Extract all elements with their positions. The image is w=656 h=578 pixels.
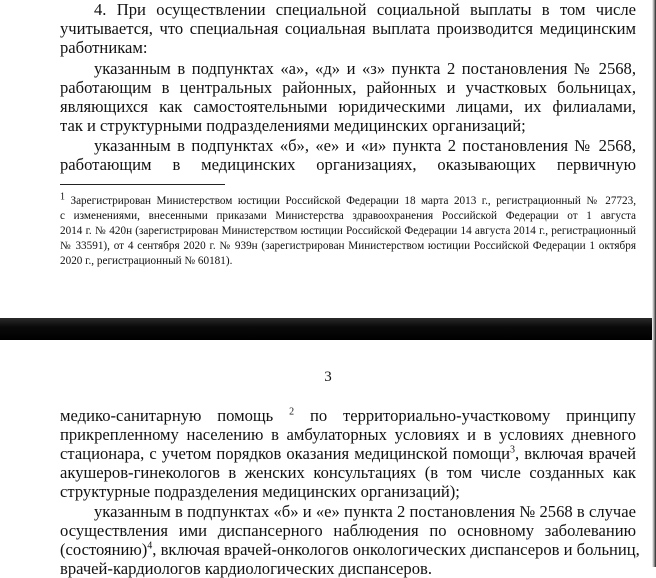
line-8-text-b: , включая врачей-онкологов онкологических диспансеров и больниц, [152,540,640,559]
item-a-line-2: работающим в центральных районных, районных и участковых больницах, [60,78,636,97]
continuation-line-4: акушеров-гинекологов в женских консультациях (в том числе созданных как [60,463,636,482]
item-be-line-2: осуществления ими диспансерного наблюдения по основному заболеванию [60,521,636,540]
item-a-line-1: указанным в подпунктах «а», «д» и «з» пункта 2 постановления № 2568, [94,59,636,78]
item-be-line-4: врачей-кардиологов кардиологических диспансеров. [60,559,432,578]
footnote-ref-2: 2 [289,406,295,418]
item-b-line-2: работающим в медицинских организациях, оказывающих первичную [60,155,636,174]
item-a-line-3: являющихся как самостоятельными юридическими лицами, их филиалами, [60,97,636,116]
footnote-ref-3: 3 [510,444,515,456]
continuation-line-3 [60,444,636,463]
footnote-marker: 1 [60,191,65,203]
footnote-line-3: 2014 г. № 420н (зарегистрирован Министерством юстиции Российской Федерации 14 августа 2014 г., регистрационный [60,225,636,237]
continuation-line-1 [60,406,636,425]
footnote-line-5: 2020 г., регистрационный № 60181). [60,255,233,267]
line-3-text-b: , включая врачей [515,444,637,463]
footnote-line-1 [60,191,636,209]
item-be-line-1: указанным в подпунктах «б» и «е» пункта 2 постановления № 2568 в случае [94,502,636,521]
footnote-line-2: с изменениями, внесенными приказами Министерства здравоохранения Российской Федерации от 1 августа [60,210,636,222]
item-be-line-3 [60,540,640,559]
footnote-ref-4: 4 [147,540,153,552]
page-break-band [0,318,656,340]
page-number: 3 [324,369,332,385]
line-1-text-b: по территориально-участковому принципу [309,406,636,425]
continuation-line-5: структурные подразделения медицинских организаций); [60,482,460,501]
line-3-text-a: стационара, с учетом порядков оказания медицинской помощи [60,444,510,463]
line-8-text-a: (состоянию) [60,540,148,559]
paragraph-4-line-1: 4. При осуществлении специальной социальной выплаты в том числе [94,0,636,19]
footnote-separator [60,184,225,185]
scan-right-edge [652,0,656,567]
footnote-text-1: Зарегистрирован Министерством юстиции Российской Федерации 18 марта 2013 г., регистрационный № 27723, [70,195,636,207]
paragraph-4-line-3: работникам: [60,38,148,57]
item-b-line-1: указанным в подпунктах «б», «е» и «и» пункта 2 постановления № 2568, [94,136,636,155]
line-1-text-a: медико-санитарную помощь [60,406,274,425]
footnote-line-4: № 33591), от 4 сентября 2020 г. № 939н (зарегистрирован Министерством юстиции Российской Федерации 1 октября [60,240,636,252]
item-a-line-4: так и структурными подразделениями медицинских организаций; [60,116,526,135]
continuation-line-2: прикрепленному населению в амбулаторных условиях и в условиях дневного [60,425,636,444]
paragraph-4-line-2: учитывается, что специальная социальная выплата производится медицинским [60,19,636,38]
